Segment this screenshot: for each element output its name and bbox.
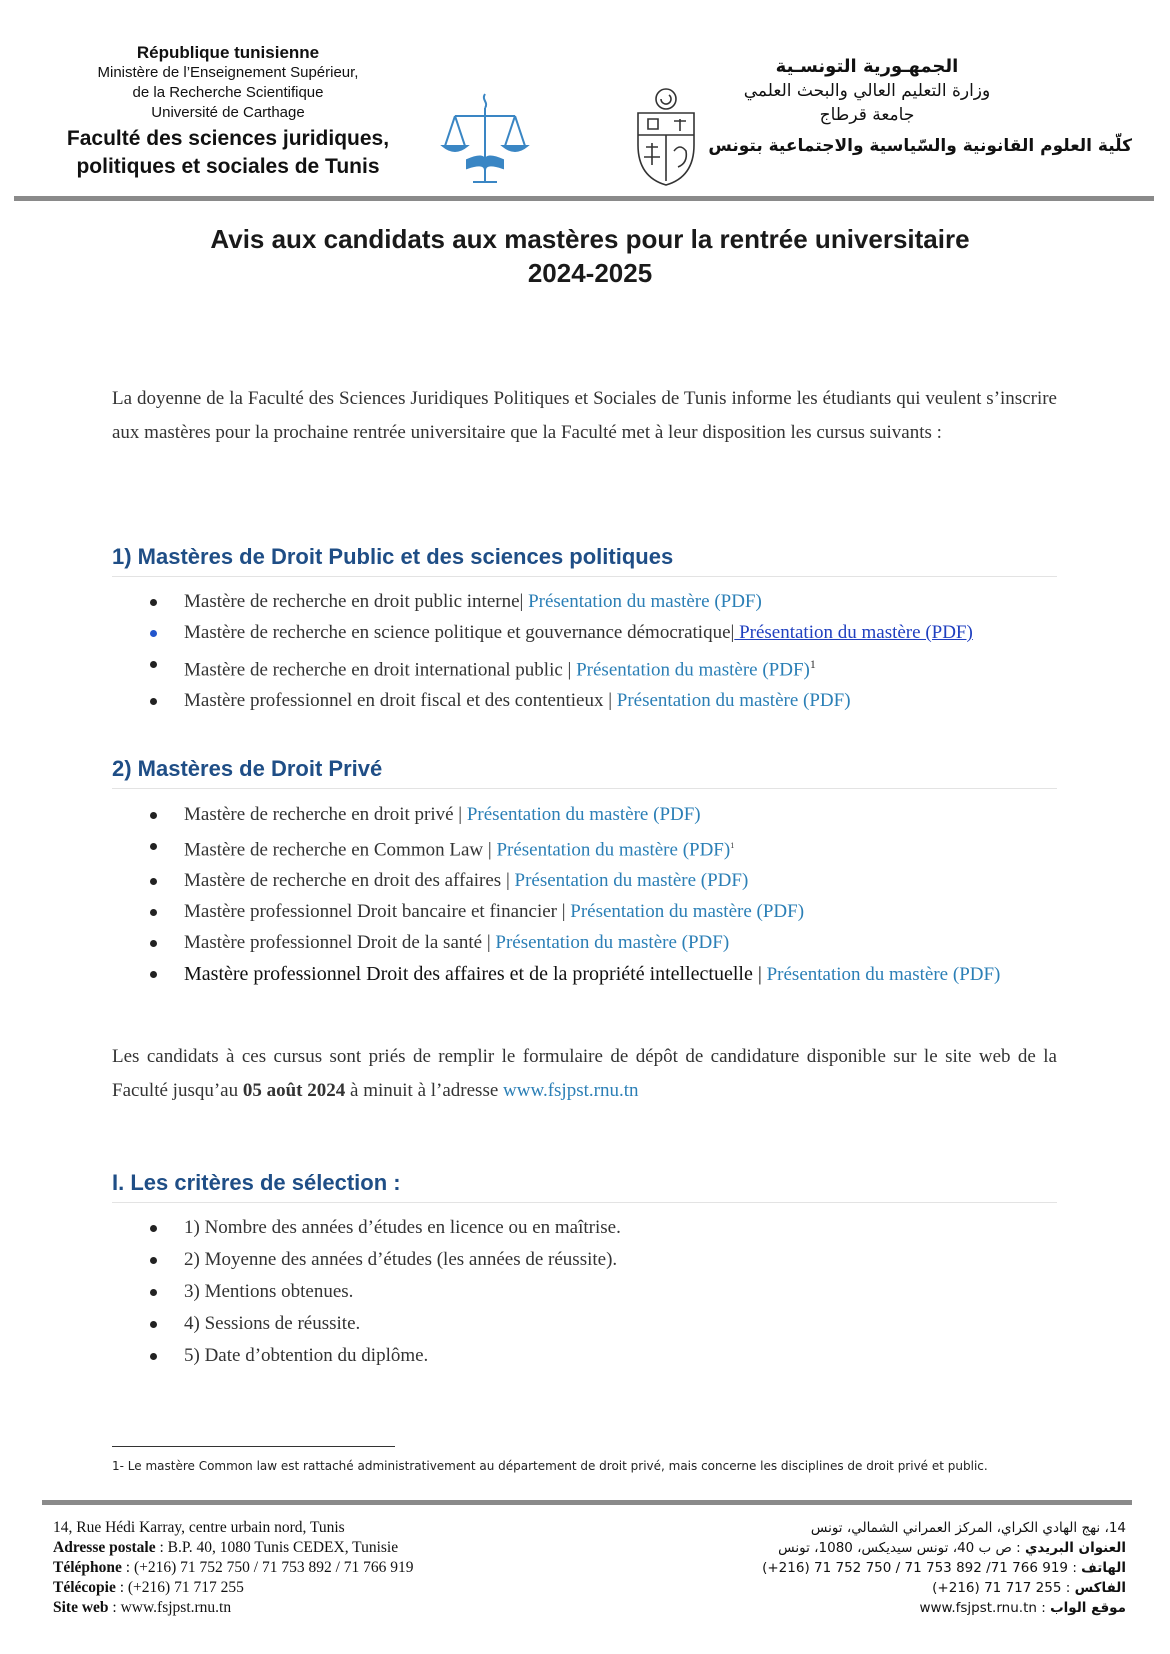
candidates-text: Les candidats à ces cursus sont priés de remplir le formulaire de dépôt de candidature disponible sur le site web de la Faculté jusqu’au: [112, 1046, 1057, 1101]
item-text: Mastère de recherche en droit international public |: [184, 659, 572, 681]
university-label-ar: جامعة قرطاج: [819, 105, 915, 125]
pdf-link[interactable]: Présentation du mastère (PDF): [491, 839, 731, 861]
list-item: [112, 1344, 1057, 1368]
item-text: Mastère professionnel Droit bancaire et financier |: [184, 901, 566, 923]
faculty-label: Faculté des sciences juridiques,: [66, 127, 390, 150]
footer-divider: [42, 1500, 1132, 1505]
list-item: [112, 803, 1057, 827]
web-link-ar[interactable]: : www.fsjpst.rnu.tn: [919, 1600, 1051, 1616]
item-text: Mastère de recherche en science politique et gouvernance démocratique|: [184, 622, 735, 643]
fax-label-ar: الفاكس: [1074, 1580, 1126, 1596]
item-text: 3) Mentions obtenues.: [184, 1281, 354, 1302]
pdf-link[interactable]: Présentation du mastère (PDF): [571, 659, 810, 681]
web-label: Site web: [53, 1599, 109, 1616]
list-item: [112, 652, 1057, 682]
pdf-link[interactable]: Présentation du mastère (PDF): [761, 964, 1001, 986]
bullet-icon: [150, 1289, 157, 1296]
candidates-text-2: à minuit à l’adresse: [345, 1080, 504, 1101]
item-text: Mastère professionnel Droit de la santé |: [184, 932, 491, 954]
header-left: [28, 43, 428, 181]
web-link[interactable]: : www.fsjpst.rnu.tn: [108, 1599, 232, 1616]
footer-postal: [53, 1538, 414, 1558]
list-item: [112, 590, 1057, 614]
web-label-ar: موقع الواب: [1050, 1600, 1126, 1616]
item-text: Mastère de recherche en Common Law |: [184, 839, 492, 861]
faculty-label-ar: كلّية العلوم القانونية والسّياسية والاجتماعية بتونس: [708, 136, 1132, 156]
postal-value-ar: : ص ب 40، تونس سيديكس، 1080، تونس: [778, 1540, 1025, 1556]
bullet-icon: [150, 1257, 157, 1264]
bullet-icon: [150, 630, 157, 637]
fax-value: : (+216) 71 717 255: [115, 1579, 244, 1596]
public-law-list: [112, 590, 1057, 713]
bullet-icon: [150, 812, 157, 819]
item-text: Mastère de recherche en droit privé |: [184, 804, 463, 825]
ministry-label: Ministère de l’Enseignement Supérieur,: [97, 64, 359, 81]
section-heading-private-law: 2) Mastères de Droit Privé: [112, 756, 1057, 789]
pdf-link[interactable]: Présentation du mastère (PDF): [509, 870, 749, 892]
bullet-icon: [150, 971, 157, 978]
footer-web: [53, 1598, 414, 1618]
bullet-icon: [150, 1225, 157, 1232]
footnote-divider: [112, 1446, 395, 1447]
republic-label-ar: الجمهـورية التونسـية: [775, 56, 959, 77]
republic-label: République tunisienne: [136, 43, 320, 62]
bullet-icon: [150, 661, 157, 668]
footer-web-ar: [626, 1598, 1126, 1618]
item-text: 4) Sessions de réussite.: [184, 1313, 361, 1334]
pdf-link[interactable]: Présentation du mastère (PDF): [565, 901, 805, 923]
pdf-link[interactable]: Présentation du mastère (PDF): [490, 932, 730, 954]
pdf-link[interactable]: Présentation du mastère (PDF): [523, 591, 762, 612]
list-item: [112, 621, 1057, 645]
phone-value-ar: : 919 766 71/ 892 753 71 / 750 752 71 (216+): [762, 1560, 1082, 1576]
item-text: Mastère professionnel Droit des affaires et de la propriété intellectuelle |: [184, 963, 762, 986]
section-heading-criteria: I. Les critères de sélection :: [112, 1170, 1057, 1203]
list-item: [112, 931, 1057, 955]
title-line-2: 2024-2025: [527, 258, 653, 288]
intro-paragraph: La doyenne de la Faculté des Sciences Juridiques Politiques et Sociales de Tunis informe les étudiants qui veulent s’inscrire aux mastères pour la prochaine rentrée universitaire que la Faculté met à leur disposition les cursus suivants :: [112, 388, 1057, 443]
faculty-label-2: politiques et sociales de Tunis: [76, 155, 380, 178]
deadline-date: 05 août 2024: [242, 1080, 346, 1101]
footer-fax-ar: [626, 1578, 1126, 1598]
title-line-1: Avis aux candidats aux mastères pour la rentrée universitaire: [210, 224, 970, 254]
footer-phone-ar: [626, 1558, 1126, 1578]
list-item: [112, 1280, 1057, 1304]
ministry-label-ar: وزارة التعليم العالي والبحث العلمي: [743, 81, 991, 101]
header-divider: [14, 196, 1154, 201]
list-item: [112, 1216, 1057, 1240]
item-text: 2) Moyenne des années d’études (les années de réussite).: [184, 1249, 618, 1270]
ministry-label-2: de la Recherche Scientifique: [132, 84, 324, 101]
bullet-icon: [150, 599, 157, 606]
item-text: 1) Nombre des années d’études en licence ou en maîtrise.: [184, 1217, 621, 1238]
candidates-paragraph: [112, 1040, 1057, 1108]
footer-left: [53, 1518, 414, 1618]
bullet-icon: [150, 698, 157, 705]
phone-label: Téléphone: [53, 1559, 122, 1576]
footer-postal-ar: [626, 1538, 1126, 1558]
footer-phone: [53, 1558, 414, 1578]
list-item: [112, 689, 1057, 713]
bullet-icon: [150, 1353, 157, 1360]
list-item: [112, 962, 1057, 987]
list-item: [112, 900, 1057, 924]
footer-address: 14, Rue Hédi Karray, centre urbain nord, Tunis: [53, 1519, 345, 1536]
fax-value-ar: : 255 717 71 (216+): [932, 1580, 1075, 1596]
footnote-ref: 1: [809, 657, 816, 671]
postal-label: Adresse postale: [53, 1539, 156, 1556]
section-heading-public-law: 1) Mastères de Droit Public et des sciences politiques: [112, 544, 1057, 577]
postal-label-ar: العنوان البريدي: [1025, 1540, 1126, 1556]
bullet-icon: [150, 909, 157, 916]
item-text: 5) Date d’obtention du diplôme.: [184, 1345, 429, 1366]
bullet-icon: [150, 1321, 157, 1328]
bullet-icon: [150, 878, 157, 885]
footer-right: [626, 1518, 1126, 1618]
item-text: Mastère professionnel en droit fiscal et des contentieux |: [184, 690, 613, 712]
scales-of-justice-logo: [437, 90, 533, 190]
bullet-icon: [150, 940, 157, 947]
bullet-icon: [150, 843, 157, 850]
private-law-list: [112, 803, 1057, 987]
list-item: [112, 1248, 1057, 1272]
pdf-link[interactable]: Présentation du mastère (PDF): [612, 690, 851, 712]
pdf-link[interactable]: Présentation du mastère (PDF): [462, 804, 701, 825]
footer-fax: [53, 1578, 414, 1598]
phone-value: : (+216) 71 752 750 / 71 753 892 / 71 766 919: [121, 1559, 414, 1576]
header-right: [662, 55, 1132, 161]
footer-address-ar: 14، نهج الهادي الكراي، المركز العمراني الشمالي، تونس: [810, 1520, 1126, 1536]
website-link[interactable]: www.fsjpst.rnu.tn: [503, 1080, 639, 1101]
list-item: [112, 869, 1057, 893]
criteria-list: [112, 1216, 1057, 1368]
list-item: [112, 834, 1057, 862]
footnote: 1- Le mastère Common law est rattaché administrativement au département de droit privé, mais concerne les disciplines de droit privé et public.: [112, 1459, 988, 1473]
fax-label: Télécopie: [53, 1579, 116, 1596]
postal-value: : B.P. 40, 1080 Tunis CEDEX, Tunisie: [155, 1539, 399, 1556]
pdf-link[interactable]: Présentation du mastère (PDF): [734, 622, 973, 643]
phone-label-ar: الهاتف: [1081, 1560, 1126, 1576]
university-label: Université de Carthage: [151, 104, 305, 121]
page-title: [100, 222, 1080, 290]
item-text: Mastère de recherche en droit des affaires |: [184, 870, 510, 892]
footnote-ref: 1: [730, 841, 735, 850]
item-text: Mastère de recherche en droit public interne|: [184, 591, 524, 612]
list-item: [112, 1312, 1057, 1336]
